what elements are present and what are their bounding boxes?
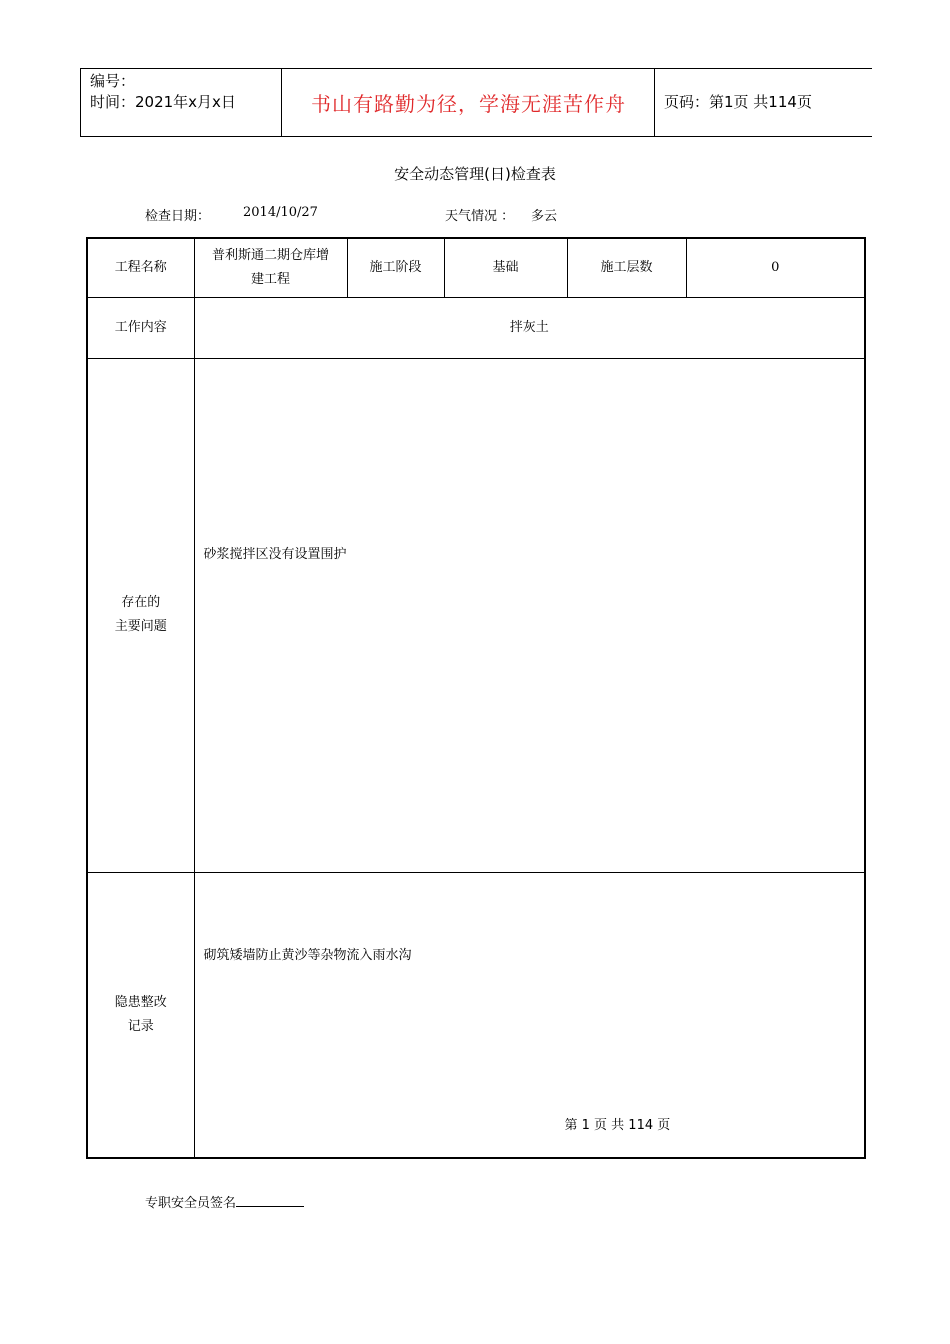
serial-label: 编号： xyxy=(90,72,136,90)
issues-value: 砂浆搅拌区没有设置围护 xyxy=(203,546,347,562)
inspection-date-label: 检查日期： xyxy=(145,209,211,224)
signature-block xyxy=(145,1192,304,1211)
work-content-label: 工作内容 xyxy=(87,297,194,358)
table-row xyxy=(87,297,865,358)
rectify-value: 砌筑矮墙防止黄沙等杂物流入雨水沟 xyxy=(203,947,412,963)
header-motto: 书山有路勤为径，学海无涯苦作舟 xyxy=(311,92,626,116)
stage-value: 基础 xyxy=(444,238,567,297)
rectify-content xyxy=(194,872,865,1158)
table-row xyxy=(87,238,865,297)
inspection-date-value: 2014/10/27 xyxy=(243,205,318,220)
issues-label-line: 存在的 xyxy=(121,595,161,610)
rectify-label xyxy=(87,872,194,1158)
issues-content xyxy=(194,358,865,872)
signature-label: 专职安全员签名 xyxy=(145,1196,237,1211)
page-footer: 第 1 页 共 114 页 xyxy=(564,1117,671,1133)
page-title: 安全动态管理(日)检查表 xyxy=(394,165,556,183)
stage-label: 施工阶段 xyxy=(347,238,444,297)
rectify-label-line: 隐患整改 xyxy=(114,994,167,1010)
rectify-label-line: 记录 xyxy=(127,1018,154,1034)
document-header xyxy=(80,68,872,137)
issues-label-line: 主要问题 xyxy=(114,619,167,634)
header-page-info: 页码：第1页 共114页 xyxy=(664,93,812,111)
header-divider xyxy=(80,69,81,136)
table-row xyxy=(87,358,865,872)
table-row xyxy=(87,872,865,1158)
issues-label xyxy=(87,358,194,872)
work-content-value: 拌灰土 xyxy=(194,297,865,358)
weather-value: 多云 xyxy=(531,209,558,224)
weather-label: 天气情况 ： xyxy=(445,209,515,224)
inspection-table xyxy=(86,237,866,1159)
project-name-line: 建工程 xyxy=(250,271,290,287)
project-name-line: 普利斯通二期仓库增 xyxy=(211,247,329,263)
time-label: 时间：2021年x月x日 xyxy=(90,93,236,111)
project-name-label: 工程名称 xyxy=(87,238,194,297)
floors-value: 0 xyxy=(686,238,865,297)
signature-line xyxy=(236,1194,304,1207)
project-name-value xyxy=(194,238,347,297)
floors-label: 施工层数 xyxy=(567,238,686,297)
header-meta xyxy=(90,71,236,113)
